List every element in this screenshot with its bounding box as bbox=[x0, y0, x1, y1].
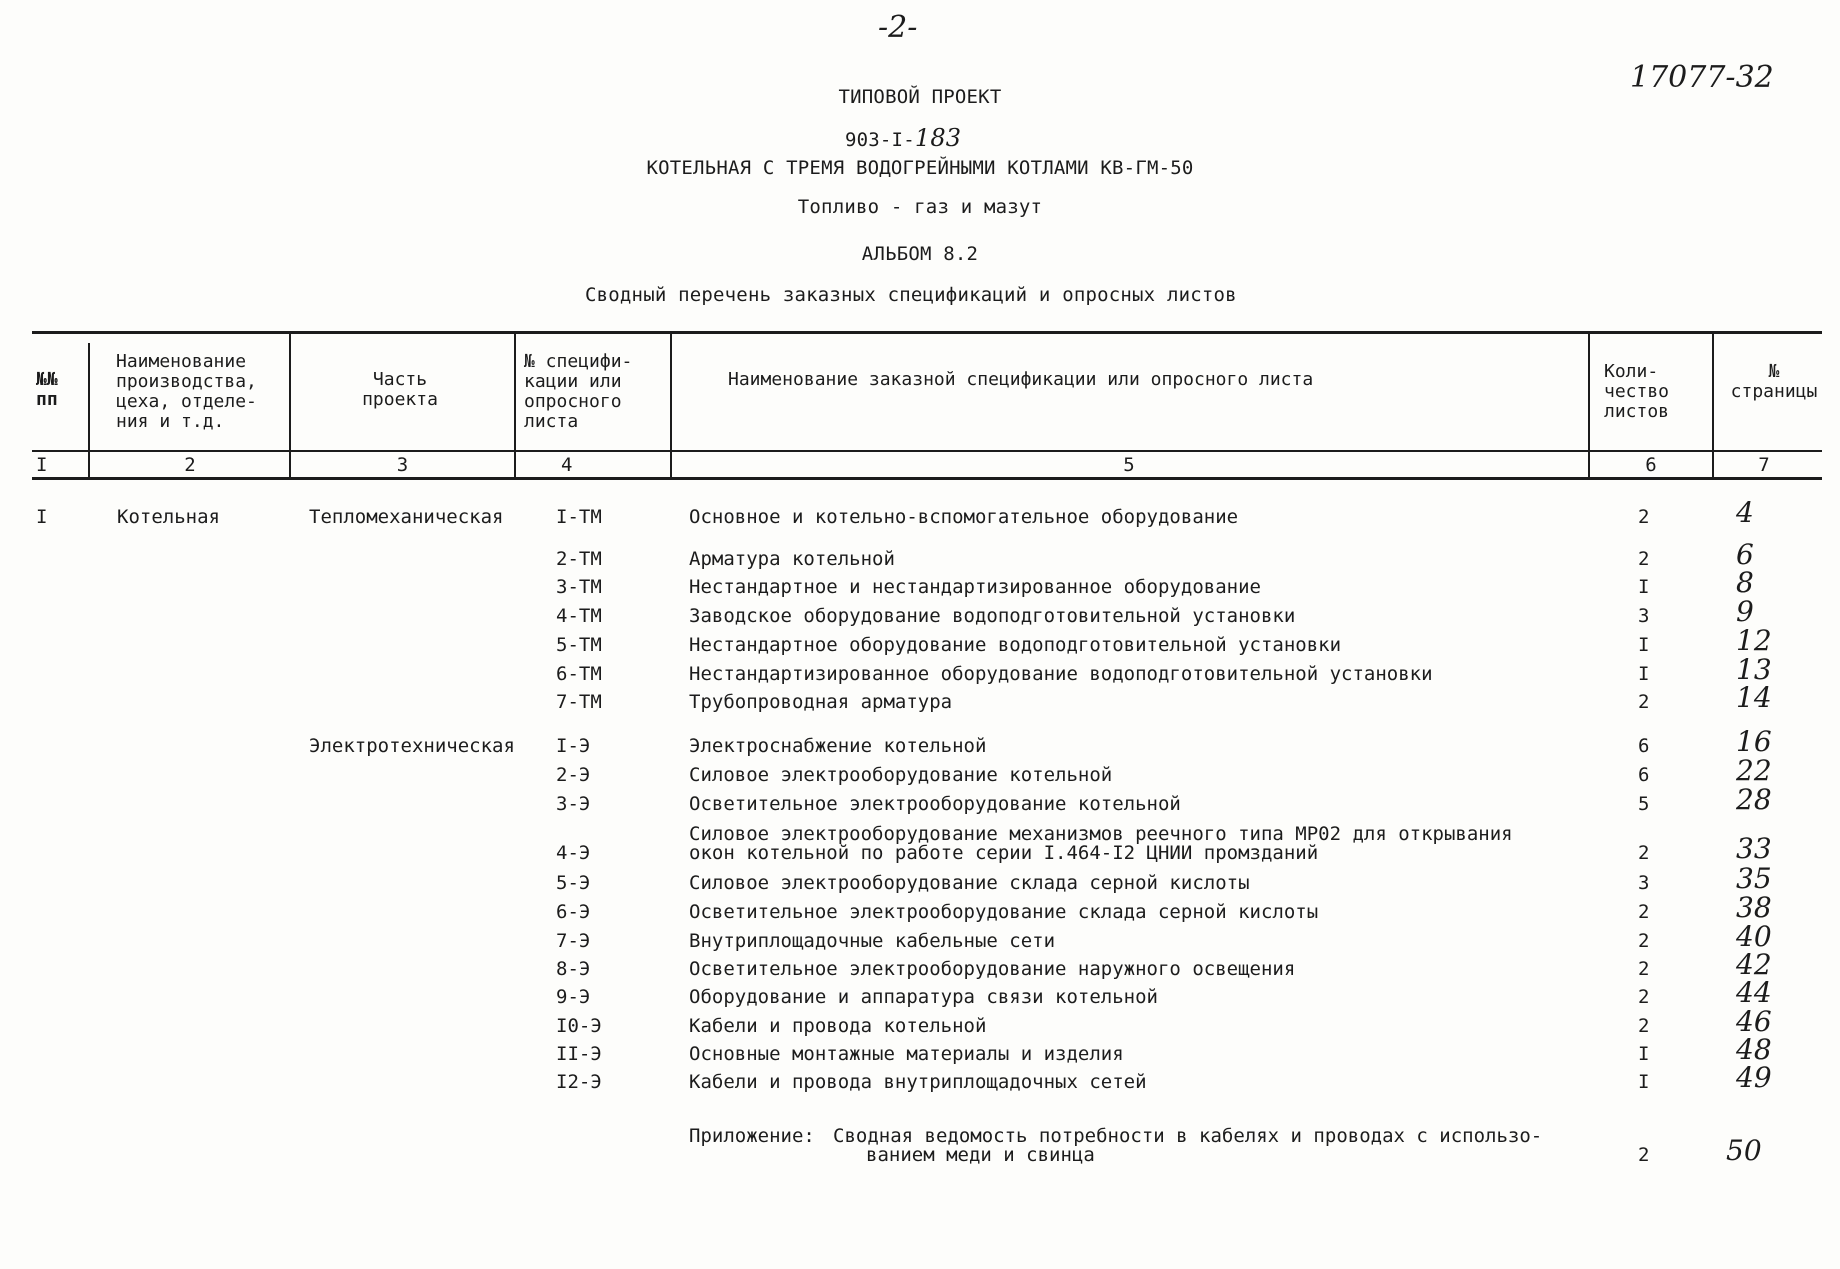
document-title: Сводный перечень заказных спецификаций и опросных листов bbox=[585, 284, 1237, 306]
row-page-number: 46 bbox=[1736, 1005, 1772, 1038]
row-spec-number: 6-Э bbox=[556, 901, 591, 923]
header-project-part: Часть проекта bbox=[362, 369, 438, 410]
row-spec-number: 2-Э bbox=[556, 764, 591, 786]
document-type: ТИПОВОЙ ПРОЕКТ bbox=[838, 86, 1002, 108]
header-spec-name: Наименование заказной спецификации или опросного листа bbox=[728, 369, 1314, 390]
row-page-number: 40 bbox=[1736, 920, 1772, 953]
album-number: АЛЬБОМ 8.2 bbox=[861, 243, 979, 265]
row-spec-number: 3-ТМ bbox=[556, 576, 602, 598]
row-spec-name: Силовое электрооборудование склада серной кислоты bbox=[689, 872, 1250, 894]
appendix-label: Приложение: bbox=[689, 1125, 815, 1147]
row-page-number: 8 bbox=[1736, 566, 1754, 599]
row-spec-number: 2-ТМ bbox=[556, 548, 602, 570]
column-number-1: I bbox=[36, 454, 48, 476]
row-spec-name: Осветительное электрооборудование котельной bbox=[689, 793, 1181, 815]
section-part-electrical: Электротехническая bbox=[309, 735, 515, 757]
row-sheet-count: 2 bbox=[1638, 548, 1650, 570]
row-spec-number: 9-Э bbox=[556, 986, 591, 1008]
group-number: I bbox=[36, 506, 48, 528]
row-page-number: 6 bbox=[1736, 538, 1754, 571]
header-number: №№ пп bbox=[36, 369, 58, 410]
header-page-number: № страницы bbox=[1730, 361, 1818, 402]
row-sheet-count: I bbox=[1638, 1043, 1650, 1065]
column-number-2: 2 bbox=[184, 454, 196, 476]
row-spec-name: Основные монтажные материалы и изделия bbox=[689, 1043, 1124, 1065]
row-sheet-count: 6 bbox=[1638, 735, 1650, 757]
row-page-number: 14 bbox=[1736, 681, 1772, 714]
row-page-number: 42 bbox=[1736, 948, 1772, 981]
row-spec-number: 5-Э bbox=[556, 872, 591, 894]
row-spec-name: Электроснабжение котельной bbox=[689, 735, 987, 757]
row-page-number: 33 bbox=[1736, 832, 1772, 865]
header-production: Наименование производства, цеха, отделе- ния и т.д. bbox=[116, 351, 257, 432]
row-page-number: 28 bbox=[1736, 783, 1772, 816]
row-sheet-count: I bbox=[1638, 634, 1650, 656]
row-sheet-count: I bbox=[1638, 1071, 1650, 1093]
row-spec-name: Силовое электрооборудование механизмов реечного типа МР02 для открывания bbox=[689, 823, 1513, 845]
inventory-number: 17077-32 bbox=[1630, 60, 1774, 95]
row-spec-number: 7-Э bbox=[556, 930, 591, 952]
row-sheet-count: I bbox=[1638, 576, 1650, 598]
row-page-number: 9 bbox=[1736, 595, 1754, 628]
row-spec-name: Осветительное электрооборудование склада серной кислоты bbox=[689, 901, 1319, 923]
row-sheet-count: 3 bbox=[1638, 872, 1650, 894]
row-spec-name: Заводское оборудование водоподготовительной установки bbox=[689, 605, 1296, 627]
row-spec-name: Нестандартное оборудование водоподготовительной установки bbox=[689, 634, 1342, 656]
section-part-thermal: Тепломеханическая bbox=[309, 506, 504, 528]
header-bottom-rule bbox=[32, 450, 1822, 452]
appendix-line-1: Сводная ведомость потребности в кабелях и проводах с использо- bbox=[833, 1125, 1543, 1147]
row-page-number: 4 bbox=[1736, 496, 1754, 529]
header-sheet-count: Коли- чество листов bbox=[1604, 361, 1670, 422]
row-sheet-count: 2 bbox=[1638, 842, 1650, 864]
row-spec-name: Оборудование и аппаратура связи котельной bbox=[689, 986, 1158, 1008]
row-spec-name: Арматура котельной bbox=[689, 548, 895, 570]
row-spec-name: Силовое электрооборудование котельной bbox=[689, 764, 1113, 786]
project-code-prefix: 903-I- bbox=[845, 129, 915, 151]
row-page-number: 16 bbox=[1736, 725, 1772, 758]
row-spec-name: Осветительное электрооборудование наружного освещения bbox=[689, 958, 1296, 980]
row-page-number: 48 bbox=[1736, 1033, 1772, 1066]
row-page-number: 13 bbox=[1736, 653, 1772, 686]
row-sheet-count: 6 bbox=[1638, 764, 1650, 786]
appendix-sheets: 2 bbox=[1638, 1144, 1650, 1166]
row-sheet-count: 2 bbox=[1638, 930, 1650, 952]
page-number: -2- bbox=[878, 10, 918, 45]
row-spec-name: Внутриплощадочные кабельные сети bbox=[689, 930, 1056, 952]
row-spec-number: 4-ТМ bbox=[556, 605, 602, 627]
row-spec-name: Кабели и провода котельной bbox=[689, 1015, 987, 1037]
row-spec-number: 8-Э bbox=[556, 958, 591, 980]
row-spec-number: I-ТМ bbox=[556, 506, 602, 528]
row-spec-name: Основное и котельно-вспомогательное оборудование bbox=[689, 506, 1239, 528]
row-page-number: 35 bbox=[1736, 862, 1772, 895]
table-top-rule bbox=[32, 331, 1822, 334]
column-number-6: 6 bbox=[1645, 454, 1657, 476]
column-number-7: 7 bbox=[1758, 454, 1770, 476]
row-spec-number: I-Э bbox=[556, 735, 591, 757]
row-spec-number: 5-ТМ bbox=[556, 634, 602, 656]
row-spec-number: 6-ТМ bbox=[556, 663, 602, 685]
column-number-5: 5 bbox=[1123, 454, 1135, 476]
row-spec-name-continued: окон котельной по работе серии I.464-I2 ЦНИИ промзданий bbox=[689, 842, 1319, 864]
row-sheet-count: 2 bbox=[1638, 901, 1650, 923]
fuel-line: Топливо - газ и мазут bbox=[797, 196, 1043, 218]
row-sheet-count: I bbox=[1638, 663, 1650, 685]
row-page-number: 22 bbox=[1736, 754, 1772, 787]
row-sheet-count: 2 bbox=[1638, 1015, 1650, 1037]
row-spec-number: II-Э bbox=[556, 1043, 602, 1065]
row-page-number: 44 bbox=[1736, 976, 1772, 1009]
project-code bbox=[845, 124, 961, 152]
appendix-page: 50 bbox=[1726, 1134, 1762, 1167]
project-title: КОТЕЛЬНАЯ С ТРЕМЯ ВОДОГРЕЙНЫМИ КОТЛАМИ КВ-ГМ-50 bbox=[646, 157, 1194, 179]
column-number-4: 4 bbox=[561, 454, 573, 476]
project-code-handwritten: 183 bbox=[914, 124, 962, 152]
row-spec-number: 3-Э bbox=[556, 793, 591, 815]
row-sheet-count: 2 bbox=[1638, 986, 1650, 1008]
row-page-number: 38 bbox=[1736, 891, 1772, 924]
row-sheet-count: 5 bbox=[1638, 793, 1650, 815]
header-spec-number: № специфи- кации или опросного листа bbox=[524, 351, 633, 432]
row-sheet-count: 3 bbox=[1638, 605, 1650, 627]
column-numbers-bottom-rule bbox=[32, 477, 1822, 480]
row-sheet-count: 2 bbox=[1638, 506, 1650, 528]
appendix-line-2: ванием меди и свинца bbox=[866, 1144, 1095, 1166]
row-spec-name: Нестандартное и нестандартизированное оборудование bbox=[689, 576, 1261, 598]
row-spec-number: 7-ТМ bbox=[556, 691, 602, 713]
group-production: Котельная bbox=[117, 506, 220, 528]
row-page-number: 49 bbox=[1736, 1061, 1772, 1094]
row-sheet-count: 2 bbox=[1638, 958, 1650, 980]
row-spec-number: 4-Э bbox=[556, 842, 591, 864]
row-spec-number: I2-Э bbox=[556, 1071, 602, 1093]
column-number-3: 3 bbox=[396, 454, 409, 476]
row-page-number: 12 bbox=[1736, 624, 1772, 657]
row-spec-name: Трубопроводная арматура bbox=[689, 691, 953, 713]
row-spec-number: I0-Э bbox=[556, 1015, 602, 1037]
row-sheet-count: 2 bbox=[1638, 691, 1650, 713]
row-spec-name: Нестандартизированное оборудование водоподготовительной установки bbox=[689, 663, 1433, 685]
row-spec-name: Кабели и провода внутриплощадочных сетей bbox=[689, 1071, 1147, 1093]
